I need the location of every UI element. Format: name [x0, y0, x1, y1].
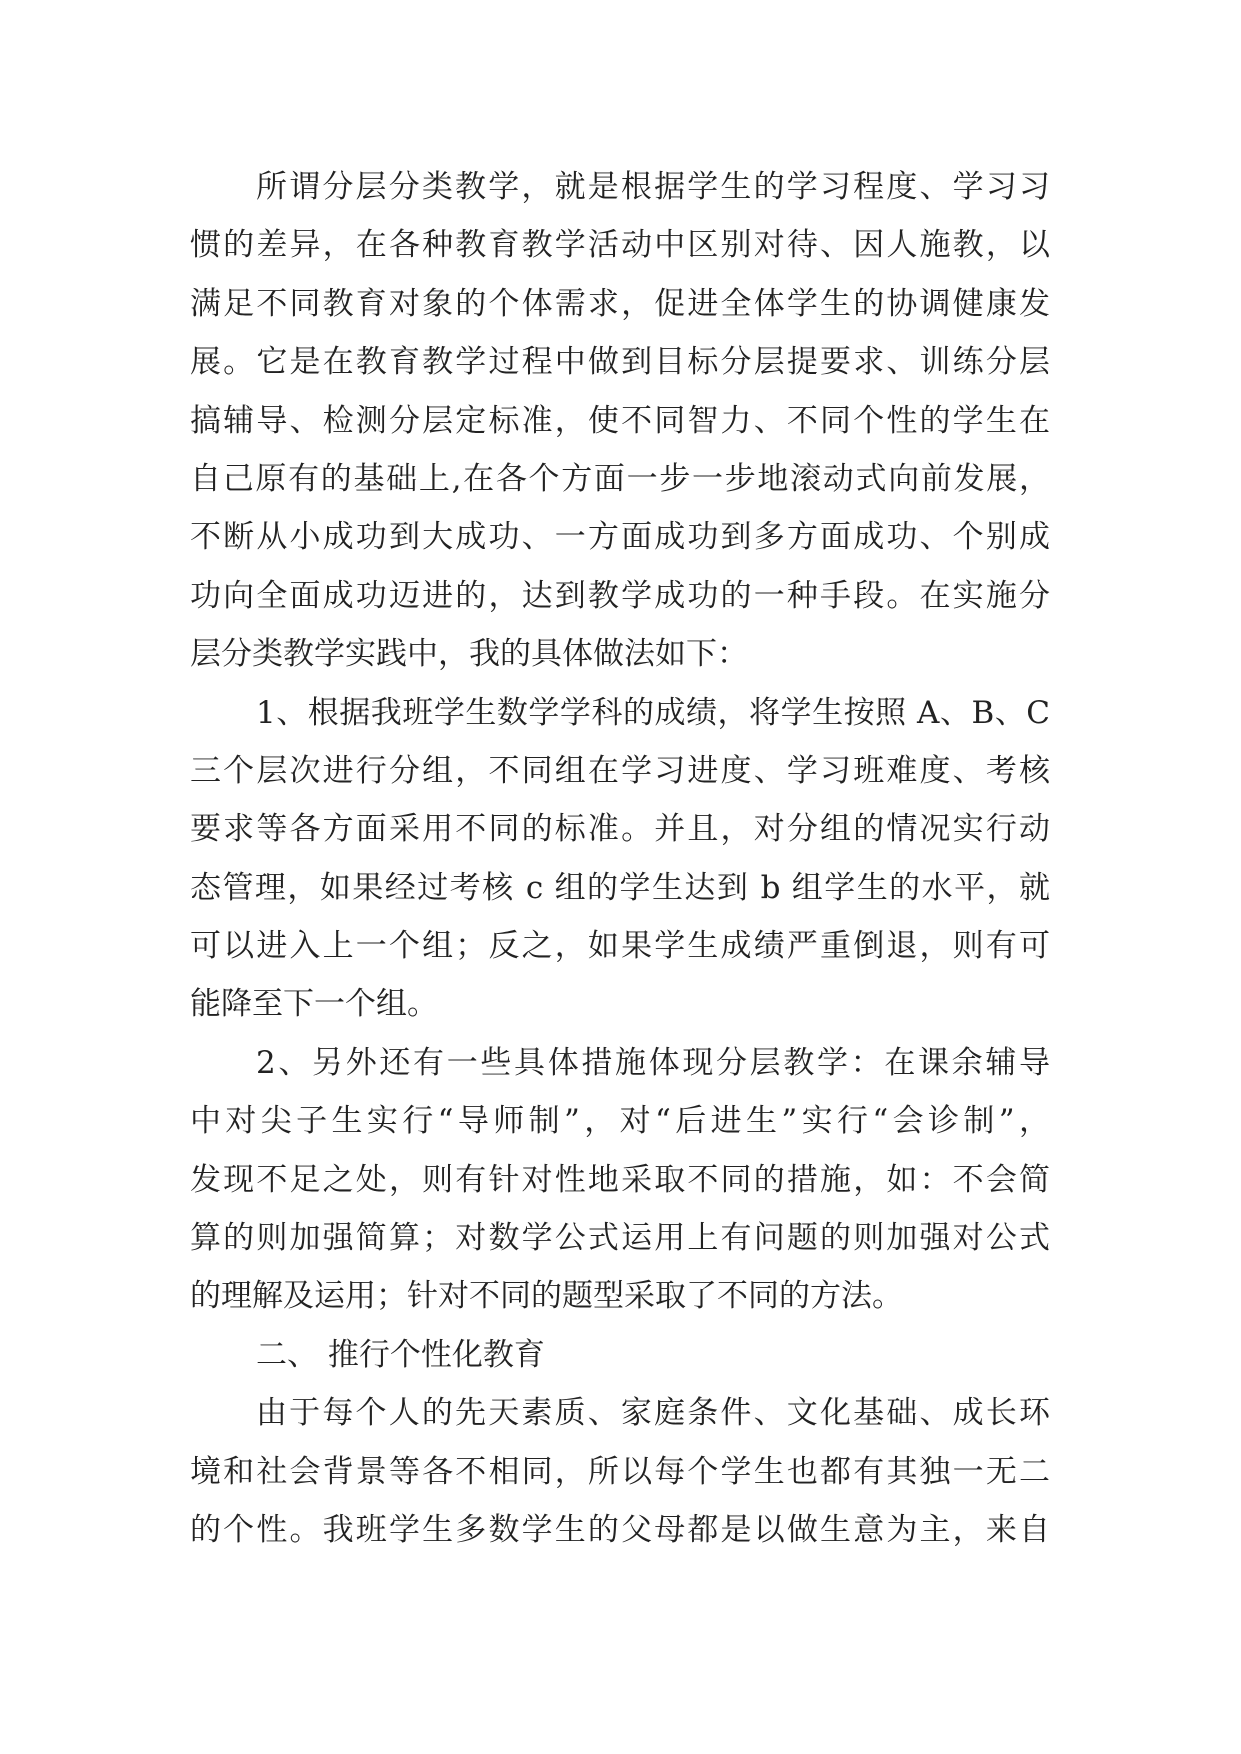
paragraph-line: 所谓分层分类教学，就是根据学生的学习程度、学习习 [256, 169, 1050, 205]
paragraph-line: 要求等各方面采用不同的标准。并且，对分组的情况实行动 [190, 811, 1050, 848]
paragraph-line: 三个层次进行分组，不同组在学习进度、学习班难度、考核 [190, 752, 1050, 789]
paragraph-line: 自己原有的基础上,在各个方面一步一步地滚动式向前发展， [190, 460, 1050, 497]
paragraph-line: 的个性。我班学生多数学生的父母都是以做生意为主，来自 [190, 1511, 1050, 1548]
paragraph-line: 不断从小成功到大成功、一方面成功到多方面成功、个别成 [190, 519, 1050, 556]
section-heading: 二、 推行个性化教育 [256, 1336, 545, 1373]
paragraph-line: 中对尖子生实行“导师制”，对“后进生”实行“会诊制”， [190, 1103, 1050, 1140]
paragraph-line: 由于每个人的先天素质、家庭条件、文化基础、成长环 [256, 1395, 1050, 1432]
paragraph-line: 展。它是在教育教学过程中做到目标分层提要求、训练分层 [190, 344, 1050, 381]
paragraph-line: 发现不足之处，则有针对性地采取不同的措施，如：不会简 [190, 1161, 1050, 1198]
paragraph-line: 满足不同教育对象的个体需求，促进全体学生的协调健康发 [190, 285, 1050, 322]
paragraph-line: 功向全面成功迈进的，达到教学成功的一种手段。在实施分 [190, 577, 1050, 614]
paragraph-line: 惯的差异，在各种教育教学活动中区别对待、因人施教，以 [190, 227, 1050, 264]
paragraph-line: 的理解及运用；针对不同的题型采取了不同的方法。 [190, 1278, 903, 1315]
paragraph-line: 算的则加强简算；对数学公式运用上有问题的则加强对公式 [190, 1220, 1050, 1257]
document-body [190, 158, 1050, 1559]
paragraph-line: 1、根据我班学生数学学科的成绩，将学生按照 A、B、C [256, 694, 1050, 731]
paragraph-line: 可以进入上一个组；反之，如果学生成绩严重倒退，则有可 [190, 928, 1050, 965]
paragraph-line: 层分类教学实践中，我的具体做法如下： [190, 636, 748, 673]
paragraph-line: 能降至下一个组。 [190, 986, 438, 1023]
paragraph-line: 态管理，如果经过考核 c 组的学生达到 b 组学生的水平，就 [190, 869, 1050, 906]
paragraph-line: 境和社会背景等各不相同，所以每个学生也都有其独一无二 [190, 1453, 1050, 1490]
paragraph-line: 2、另外还有一些具体措施体现分层教学：在课余辅导 [256, 1044, 1050, 1081]
paragraph-line: 搞辅导、检测分层定标准，使不同智力、不同个性的学生在 [190, 402, 1050, 439]
